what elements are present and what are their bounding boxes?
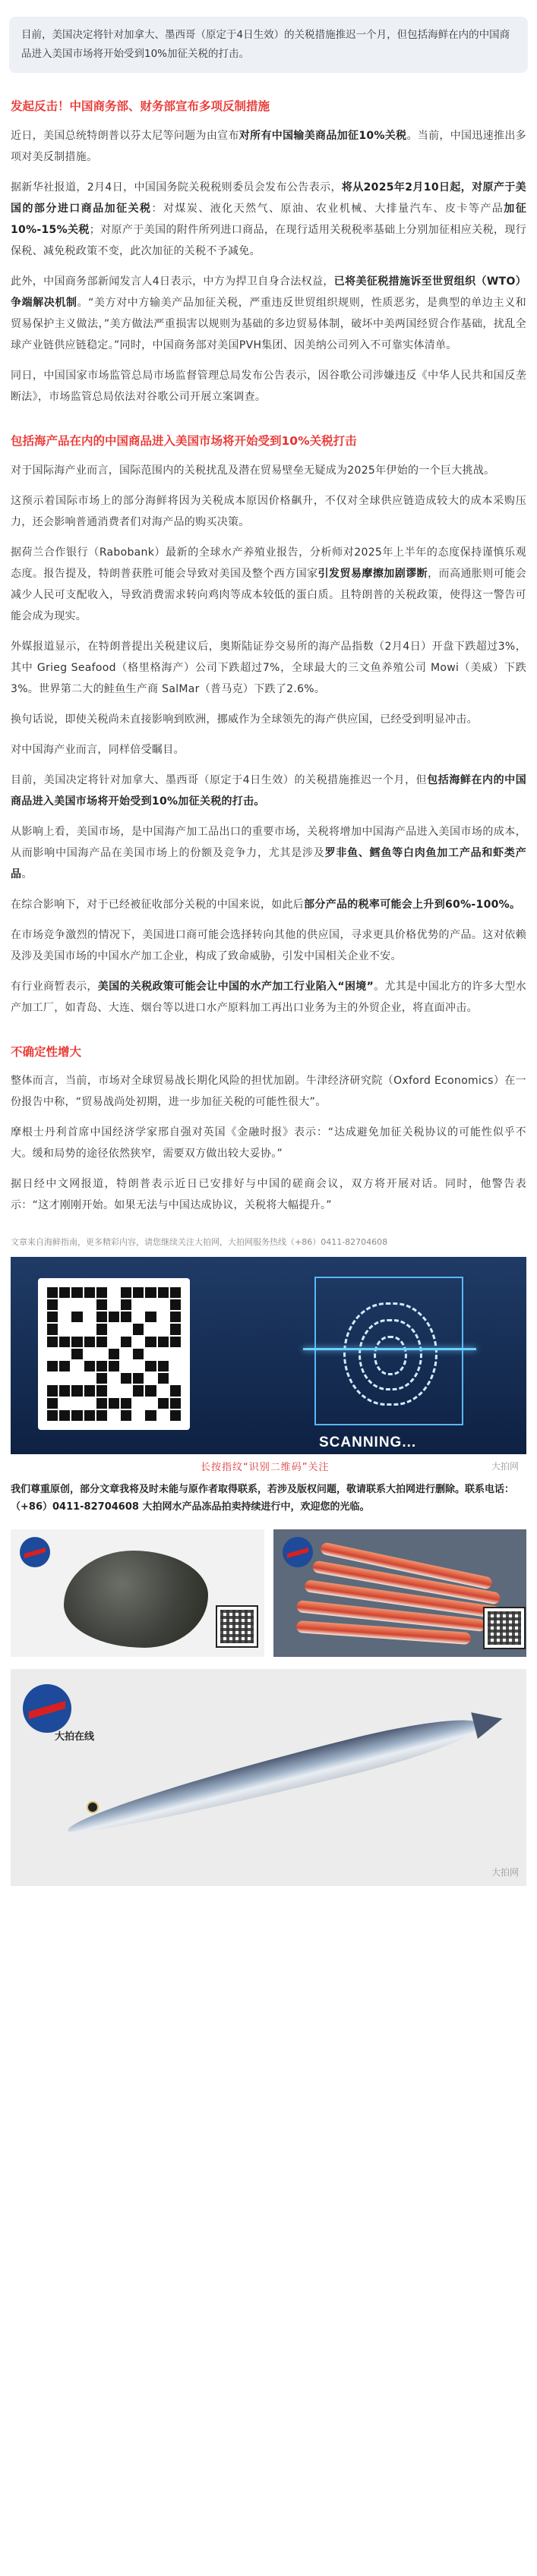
- paragraph-text: ；对原产于美国的附件所列进口商品，在现行适用关税税率基础上分别加征相应关税，现行保税、减免税政策不变，此次加征的关税不予减免。: [11, 223, 526, 257]
- article-paragraph: [11, 1173, 526, 1216]
- paragraph-text: ：对煤炭、液化天然气、原油、农业机械、大排量汽车、皮卡等产品: [151, 202, 504, 215]
- paragraph-text: 对于国际海产业而言，国际范围内的关税扰乱及潜在贸易壁垒无疑成为2025年伊始的一个巨大挑战。: [11, 464, 495, 477]
- fingerprint-icon[interactable]: [314, 1277, 463, 1425]
- saury-fish-tail: [471, 1705, 506, 1739]
- brand-name: 大拍在线: [55, 1731, 95, 1743]
- paragraph-text: 有行业商暂表示，: [11, 980, 98, 993]
- product-qr-code[interactable]: [483, 1607, 526, 1649]
- article-paragraph: [11, 1122, 526, 1164]
- product-image-saury[interactable]: [11, 1669, 526, 1886]
- article-page: [0, 17, 537, 1886]
- paragraph-text: 据新华社报道，2月4日，中国国务院关税税则委员会发布公告表示，: [11, 181, 342, 194]
- article-paragraph: [11, 271, 526, 356]
- emphasis-text: 加征10%-15%关税: [11, 202, 526, 236]
- article-body: [6, 97, 531, 1216]
- article-paragraph: [11, 894, 526, 915]
- article-paragraph: [11, 542, 526, 627]
- paragraph-text: 此外，中国商务部新闻发言人4日表示，中方为捍卫自身合法权益，: [11, 275, 334, 288]
- paragraph-text: 对中国海产业而言，同样倍受瞩目。: [11, 743, 185, 756]
- article-paragraph: [11, 976, 526, 1019]
- brand-logo-icon: [18, 1535, 52, 1569]
- paragraph-text: 换句话说，即使关税尚未直接影响到欧洲，挪威作为全球领先的海产供应国，已经受到明显冲击。: [11, 713, 478, 726]
- product-image-crab-legs[interactable]: [273, 1529, 527, 1657]
- product-qr-code[interactable]: [216, 1605, 258, 1648]
- paragraph-text: 摩根士丹利首席中国经济学家邢自强对英国《金融时报》表示：“达成避免加征关税协议的可能性似乎不大。缓和局势的途径依然狭窄，需要双方做出较大妥协。”: [11, 1126, 526, 1160]
- qr-code-pattern: [47, 1287, 181, 1421]
- qr-code-image[interactable]: [38, 1278, 190, 1430]
- article-paragraph: [11, 821, 526, 885]
- section-title: 发起反击！中国商务部、财务部宣布多项反制措施: [11, 99, 270, 113]
- paragraph-text: ，而高通胀则可能会减少人民可支配收入，导致消费需求转向鸡肉等成本较低的蛋白质。且特朗普的关税政策，使得这一警告可能会成为现实。: [11, 567, 526, 622]
- copyright-disclaimer: 我们尊重原创，部分文章我将及时未能与原作者取得联系，若涉及版权问题，敬请联系大拍网进行删除。联系电话：（+86）0411-82704608 大拍网水产品冻品拍卖持续进行中，欢迎您的光临。: [11, 1483, 515, 1513]
- paragraph-text: 。“美方对中方输美产品加征关税，严重违反世贸组织规则，性质恶劣，是典型的单边主义和贸易保护主义做法，”美方做法严重损害以规则为基础的多边贸易体制，破坏中美两国经贸合作基础，扰乱全球产业链供应链稳定。”同时，中国商务部对美国PVH集团、因美纳公司列入不可靠实体清单。: [11, 296, 526, 351]
- article-paragraph: [11, 177, 526, 262]
- section-title: 包括海产品在内的中国商品进入美国市场将开始受到10%关税打击: [11, 433, 357, 448]
- watermark: 大拍网: [491, 1867, 519, 1878]
- paragraph-text: 在综合影响下，对于已经被征收部分关税的中国来说，如此后: [11, 898, 305, 911]
- paragraph-text: 据荷兰合作银行（Rabobank）最新的全球水产养殖业报告，分析师对2025年上半年的态度保持谨慎乐观态度。报告提及，特朗普获胜可能会导致对美国及整个西方国家: [11, 546, 526, 580]
- paragraph-text: 整体而言，当前，市场对全球贸易战长期化风险的担忧加剧。牛津经济研究院（Oxford Economics）在一份报告中称，“贸易战尚处初期，进一步加征关税的可能性很大”。: [11, 1075, 526, 1109]
- paragraph-text: 目前，美国决定将针对加拿大、墨西哥（原定于4日生效）的关税措施推迟一个月，但: [11, 773, 428, 786]
- saury-fish-image: [63, 1708, 484, 1844]
- paragraph-text: 。: [21, 868, 33, 880]
- article-paragraph: [11, 125, 526, 168]
- article-paragraph: [11, 636, 526, 700]
- paragraph-text: 同日，中国国家市场监管总局市场监督管理总局发布公告表示，因谷歌公司涉嫌违反《中华人民共和国反垄断法》，市场监管总局依法对谷歌公司开展立案调查。: [11, 369, 526, 403]
- watermark: 大拍网: [491, 1460, 519, 1472]
- paragraph-text: 。当前，中国迅速推出多项对美反制措施。: [11, 129, 526, 163]
- fingerprint-ring: [374, 1336, 407, 1375]
- brand-logo-icon: [281, 1535, 314, 1569]
- article-paragraph: [11, 460, 526, 481]
- intro-summary-box: [9, 17, 528, 73]
- product-image-whelk[interactable]: [11, 1529, 264, 1657]
- emphasis-text: 引发贸易摩擦加剧谬断: [317, 567, 428, 580]
- scan-line: [303, 1348, 476, 1350]
- whelk-shell-image: [64, 1551, 208, 1648]
- emphasis-text: 美国的关税政策可能会让中国的水产加工行业陷入“困境”: [97, 980, 374, 993]
- emphasis-text: 罗非鱼、鳕鱼等白肉鱼加工产品和虾类产品: [11, 846, 526, 880]
- article-paragraph: [11, 365, 526, 408]
- intro-text: 目前，美国决定将针对加拿大、墨西哥（原定于4日生效）的关税措施推迟一个月，但包括海鲜在内的中国商品进入美国市场将开始受到10%加征关税的打击。: [21, 29, 510, 60]
- section-title: 不确定性增大: [11, 1044, 82, 1059]
- paragraph-text: 这预示着国际市场上的部分海鲜将因为关税成本原因价格飙升，不仅对全球供应链造成较大的成本采购压力，还会影响普通消费者们对海产品的购买决策。: [11, 494, 526, 528]
- emphasis-text: 部分产品的税率可能会上升到60%-100%。: [304, 898, 521, 911]
- article-paragraph: [11, 1070, 526, 1113]
- paragraph-text: 外媒报道显示，在特朗普提出关税建议后，奥斯陆证券交易所的海产品指数（2月4日）开盘下跌超过3%，其中 Grieg Seafood（格里格海产）公司下跌超过7%，全球最大的三文鱼养殖公司 Mowi（美威）下跌3%。世界第二大的鲑鱼生产商 SalMar（普马克）下跌了2.6%。: [11, 640, 526, 695]
- follow-qr-banner[interactable]: [11, 1257, 526, 1454]
- paragraph-text: 据日经中文网报道，特朗普表示近日已安排好与中国的磋商会议，双方将开展对话。同时，他警告表示：“这才刚刚开始。如果无法与中国达成协议，关税将大幅提升。”: [11, 1178, 526, 1212]
- article-paragraph: [11, 739, 526, 761]
- qr-hint-row: [11, 1454, 526, 1477]
- article-paragraph: [11, 709, 526, 730]
- source-note: 文章来自海鲜指南，更多精彩内容，请您继续关注大拍网，大拍网服务热线（+86）0411-82704608: [11, 1237, 388, 1248]
- article-paragraph: [11, 490, 526, 533]
- article-paragraph: [11, 770, 526, 812]
- paragraph-text: 。尤其是中国北方的许多大型水产加工厂，如青岛、大连、烟台等以进口水产原料加工再出口业务为主的外贸企业，将直面冲击。: [11, 980, 527, 1014]
- qr-hint-text: 长按指纹“识别二维码”关注: [201, 1461, 330, 1473]
- saury-fish-eye: [88, 1803, 97, 1812]
- product-image-row: [11, 1529, 526, 1657]
- emphasis-text: 已将美征税措施诉至世贸组织（WTO）争端解决机制: [11, 275, 527, 309]
- emphasis-text: 对所有中国输美商品加征10%关税: [238, 129, 407, 142]
- emphasis-text: 包括海鲜在内的中国商品进入美国市场将开始受到10%加征关税的打击。: [11, 773, 527, 808]
- scanning-label: SCANNING...: [319, 1434, 417, 1450]
- paragraph-text: 从影响上看，美国市场，是中国海产加工品出口的重要市场，关税将增加中国海产品进入美国市场的成本，从而影响中国海产品在美国市场上的份额及竞争力，尤其是涉及: [11, 825, 526, 859]
- paragraph-text: 在市场竞争激烈的情况下，美国进口商可能会选择转向其他的供应国，寻求更具价格优势的产品。这对依赖及涉及美国市场的中国水产加工企业，构成了致命威胁，引发中国相关企业不安。: [11, 928, 526, 962]
- paragraph-text: 近日，美国总统特朗普以芬太尼等问题为由宣布: [11, 129, 239, 142]
- emphasis-text: 将从2025年2月10日起，对原产于美国的部分进口商品加征关税: [11, 181, 526, 215]
- article-paragraph: [11, 924, 526, 967]
